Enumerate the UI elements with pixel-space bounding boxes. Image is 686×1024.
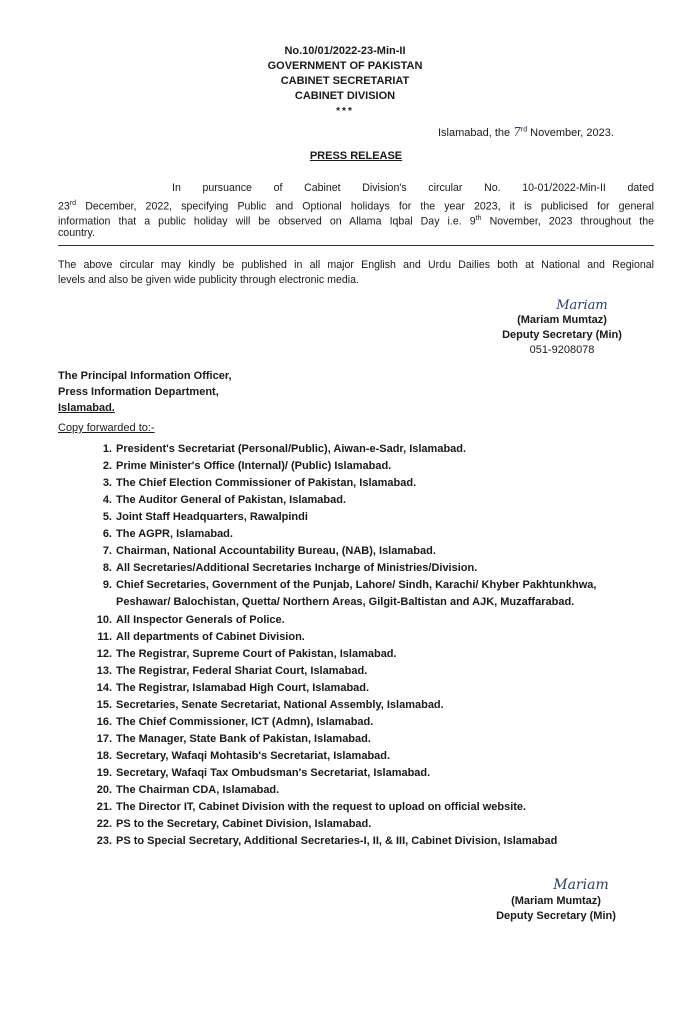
date-prefix: Islamabad, the	[438, 127, 511, 139]
paragraph1-date-suffix: rd	[69, 200, 77, 207]
list-item: 19. Secretary, Wafaqi Tax Ombudsman's Secretariat, Islamabad.	[96, 767, 431, 779]
header-stars: ***	[336, 106, 354, 117]
list-item: 5. Joint Staff Headquarters, Rawalpindi	[102, 511, 308, 523]
addressee-line3: Islamabad.	[58, 402, 115, 414]
list-item: 21. The Director IT, Cabinet Division with the request to upload on official website.	[96, 801, 527, 813]
paragraph2-line2: levels and also be given wide publicity through electronic media.	[58, 274, 359, 286]
list-item: 16. The Chief Commissioner, ICT (Admn), Islamabad.	[96, 716, 374, 728]
government-heading: GOVERNMENT OF PAKISTAN	[267, 60, 423, 72]
divider-line	[58, 245, 654, 246]
paragraph1-line3-pre: information that a public holiday will be observed on Allama Iqbal Day i.e. 9	[58, 215, 476, 228]
date-day-suffix: rd	[520, 126, 528, 134]
handwritten-signature-2: Mariam	[553, 877, 609, 893]
press-release-title: PRESS RELEASE	[309, 150, 403, 162]
signatory-designation-2: Deputy Secretary (Min)	[496, 910, 616, 922]
addressee-line1: The Principal Information Officer,	[58, 370, 232, 382]
signatory-phone: 051-9208078	[529, 344, 595, 356]
list-item: 23. PS to Special Secretary, Additional Secretaries-I, II, & III, Cabinet Division, Islamabad	[96, 835, 558, 847]
addressee-line2: Press Information Department,	[58, 386, 219, 398]
list-item: 2. Prime Minister's Office (Internal)/ (Public) Islamabad.	[102, 460, 392, 472]
handwritten-signature-1: Mariam	[556, 298, 608, 313]
paragraph1-line1: In pursuance of Cabinet Division's circular No. 10-01/2022-Min-II dated	[172, 182, 654, 194]
signatory-name-2: (Mariam Mumtaz)	[511, 895, 601, 907]
signatory-designation-1: Deputy Secretary (Min)	[502, 329, 622, 341]
list-item: 15. Secretaries, Senate Secretariat, National Assembly, Islamabad.	[96, 699, 444, 711]
paragraph1-line2-text: December, 2022, specifying Public and Optional holidays for the year 2023, it is publicised for general	[85, 200, 654, 213]
signature-block-1	[462, 298, 662, 358]
list-item: 6. The AGPR, Islamabad.	[102, 528, 233, 540]
list-item: 22. PS to the Secretary, Cabinet Division, Islamabad.	[96, 818, 372, 830]
copy-forwarded-heading: Copy forwarded to:-	[58, 422, 155, 434]
reference-number: No.10/01/2022-23-Min-II	[284, 45, 406, 57]
paragraph1-line3	[58, 211, 654, 230]
list-item: 17. The Manager, State Bank of Pakistan, Islamabad.	[96, 733, 371, 745]
list-item: 9. Chief Secretaries, Government of the Punjab, Lahore/ Sindh, Karachi/ Khyber Pakhtunkhwa,	[102, 579, 597, 591]
list-item: 10. All Inspector Generals of Police.	[96, 614, 285, 626]
list-item: 7. Chairman, National Accountability Bureau, (NAB), Islamabad.	[102, 545, 436, 557]
list-item: 18. Secretary, Wafaqi Mohtasib's Secretariat, Islamabad.	[96, 750, 391, 762]
list-item: 13. The Registrar, Federal Shariat Court, Islamabad.	[96, 665, 368, 677]
list-item: 4. The Auditor General of Pakistan, Islamabad.	[102, 494, 347, 506]
list-item: 11. All departments of Cabinet Division.	[97, 631, 305, 643]
date-day: 7	[513, 125, 521, 139]
addressee-block	[58, 368, 232, 416]
date-line	[438, 125, 614, 139]
list-item: 12. The Registrar, Supreme Court of Pakistan, Islamabad.	[96, 648, 397, 660]
paragraph1-line3-sup: th	[475, 215, 482, 222]
secretariat-heading: CABINET SECRETARIAT	[280, 75, 410, 87]
list-item: 8. All Secretaries/Additional Secretaries Incharge of Ministries/Division.	[102, 562, 478, 574]
list-item: 1. President's Secretariat (Personal/Public), Aiwan-e-Sadr, Islamabad.	[102, 443, 467, 455]
signatory-name-1: (Mariam Mumtaz)	[517, 314, 607, 326]
division-heading: CABINET DIVISION	[294, 90, 396, 102]
list-item: 3. The Chief Election Commissioner of Pakistan, Islamabad.	[102, 477, 417, 489]
paragraph1-date-day: 23	[58, 200, 70, 213]
paragraph2-line1: The above circular may kindly be published in all major English and Urdu Dailies both at National and Regional	[58, 259, 654, 271]
signature-block-2	[456, 878, 656, 924]
paragraph1-line3-post: November, 2023 throughout the	[489, 215, 654, 228]
paragraph1-line4: country.	[58, 227, 95, 239]
list-item-continuation: Peshawar/ Balochistan, Quetta/ Northern Areas, Gilgit-Baltistan and AJK, Muzaffarabad.	[116, 596, 575, 608]
list-item: 20. The Chairman CDA, Islamabad.	[96, 784, 280, 796]
list-item: 14. The Registrar, Islamabad High Court, Islamabad.	[96, 682, 370, 694]
date-rest: November, 2023.	[530, 127, 614, 139]
